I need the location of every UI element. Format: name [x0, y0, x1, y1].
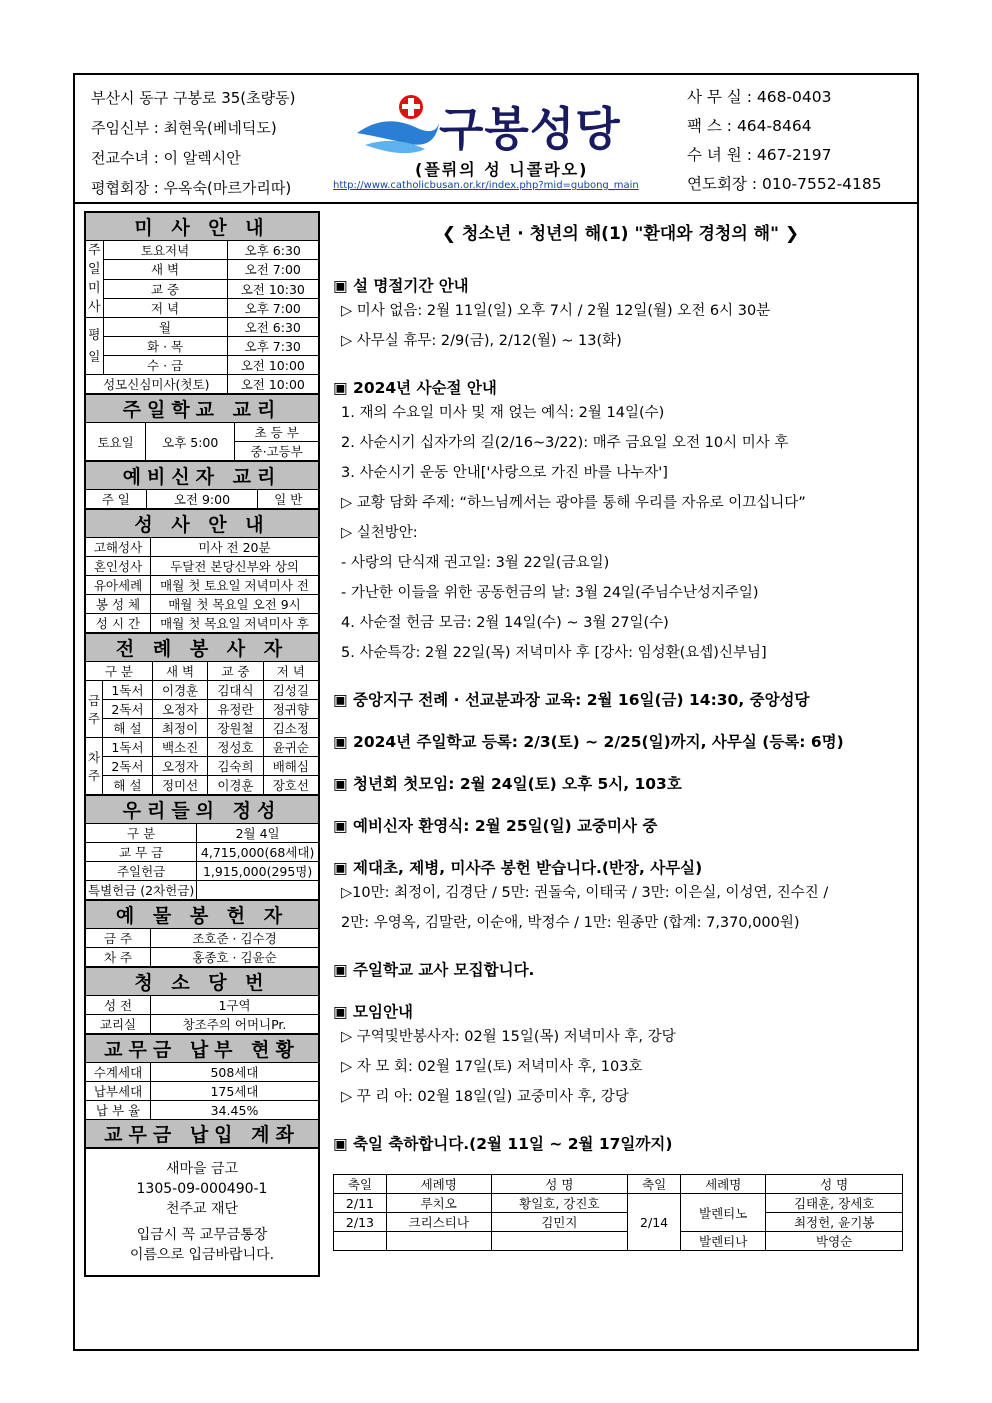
section-title: 주일학교 교리 [86, 395, 319, 423]
cell: 김대식 [208, 681, 263, 700]
notice-line: ▷ 꾸 리 아: 02월 18일(일) 교중미사 후, 강당 [341, 1089, 629, 1105]
servers-table [85, 633, 319, 795]
cell: 납 부 율 [86, 1101, 151, 1120]
cleaning-table [85, 967, 319, 1034]
cell: 2독서 [103, 757, 153, 776]
logo [333, 85, 675, 195]
cell: 금 주 [86, 929, 151, 948]
cell: 윤귀순 [263, 738, 318, 757]
cell: 일 반 [258, 490, 319, 509]
cell: 조호준 · 김수경 [151, 929, 319, 948]
cell: 루치오 [386, 1194, 491, 1213]
cell: 정귀향 [263, 700, 318, 719]
section-title: 성 사 안 내 [86, 510, 319, 538]
main-content [333, 215, 908, 1251]
mass-name: 토요저녁 [103, 241, 227, 260]
cell: 수계세대 [86, 1063, 151, 1082]
cell: 유아세례 [86, 576, 151, 595]
mass-name: 수 · 금 [103, 356, 227, 375]
cell: 축일 [628, 1175, 681, 1194]
offering-table [85, 795, 319, 900]
cell: 김태훈, 장세호 [766, 1194, 903, 1213]
cell: 김숙희 [208, 757, 263, 776]
website-link[interactable]: http://www.catholicbusan.or.kr/index.php?mid=gubong_main [333, 180, 639, 191]
notice-block [333, 376, 908, 668]
cell: 크리스티나 [386, 1213, 491, 1232]
cell: 주 일 [86, 490, 147, 509]
cell: 혼인성사 [86, 557, 151, 576]
cell: 175세대 [151, 1082, 319, 1101]
address: 부산시 동구 구봉로 35(초량동) [91, 89, 296, 107]
cell: 김성길 [263, 681, 318, 700]
cell: 매월 첫 목요일 저녁미사 후 [151, 614, 319, 633]
notice-line: ▷ 미사 없음: 2월 11일(일) 오후 7시 / 2월 12일(월) 오전 6시 30분 [341, 303, 771, 319]
notice-line: ▷ 구역및반봉사자: 02월 15일(목) 저녁미사 후, 강당 [341, 1029, 676, 1045]
cell [334, 1232, 387, 1251]
office-phone: 사 무 실 : 468-0403 [687, 88, 832, 106]
cell: 성 명 [491, 1175, 628, 1194]
cell: 구 분 [86, 824, 197, 843]
header-right [687, 83, 882, 199]
section-title: 청 소 당 번 [86, 968, 319, 996]
school-time: 오후 5:00 [146, 423, 235, 461]
notice-line: - 가난한 이들을 위한 공동헌금의 날: 3월 24일(주님수난성지주일) [341, 585, 759, 601]
section-title: 예비신자 교리 [86, 462, 319, 490]
sunday-label: 주일미사 [86, 241, 104, 318]
notice-block [333, 772, 908, 794]
feast-table [333, 1174, 903, 1251]
cell: 금주 [86, 681, 103, 738]
weekday-label: 평일 [86, 318, 104, 375]
mass-name: 성모신심미사(첫토) [86, 375, 228, 394]
section-title: 교무금 납입 계좌 [86, 1120, 319, 1148]
account-holder: 천주교 재단 [165, 1201, 239, 1217]
cell: 508세대 [151, 1063, 319, 1082]
mass-name: 저 녁 [103, 298, 227, 317]
notice-heading: ▣ 축일 축하합니다.(2월 11일 ~ 2월 17일까지) [333, 1135, 673, 1153]
cell: 홍종호 · 김윤순 [151, 948, 319, 967]
cell: 교 무 금 [86, 843, 197, 862]
mass-time: 오전 10:30 [227, 279, 318, 298]
header-left [91, 83, 296, 203]
cell: 김소정 [263, 719, 318, 738]
notice-heading: ▣ 주일학교 교사 모집합니다. [333, 961, 535, 979]
cell: 고해성사 [86, 538, 151, 557]
cell: 박영순 [766, 1232, 903, 1251]
cell: 납부세대 [86, 1082, 151, 1101]
notice-line: 1. 재의 수요일 미사 및 재 얹는 예식: 2월 14일(수) [341, 405, 665, 421]
mass-time: 오전 7:00 [227, 260, 318, 279]
notice-block [333, 1132, 908, 1154]
cell [197, 881, 319, 900]
cell: 매월 첫 목요일 오전 9시 [151, 595, 319, 614]
notice-line: 2. 사순시기 십자가의 길(2/16~3/22): 매주 금요일 오전 10시 미사 후 [341, 435, 789, 451]
school-group: 중·고등부 [235, 442, 319, 461]
cell: 유정란 [208, 700, 263, 719]
school-day: 토요일 [86, 423, 146, 461]
notice-block [333, 688, 908, 710]
dues-table [85, 1034, 319, 1148]
catechumen-table [85, 461, 319, 509]
section-title: 전 례 봉 사 자 [86, 634, 319, 662]
notice-block [333, 958, 908, 980]
cell: 새 벽 [152, 662, 207, 681]
cell: 이경훈 [152, 681, 207, 700]
sacrament-table [85, 509, 319, 633]
cell: 미사 전 20분 [151, 538, 319, 557]
cell: 최정헌, 윤기봉 [766, 1213, 903, 1232]
section-title: 예 물 봉 헌 자 [86, 901, 319, 929]
sister: 전교수녀 : 이 알렉시안 [91, 149, 241, 167]
header [75, 75, 917, 204]
cell: 두달전 본당신부와 상의 [151, 557, 319, 576]
cell: 성 시 간 [86, 614, 151, 633]
mass-time: 오전 6:30 [227, 318, 318, 337]
account-number: 1305-09-000490-1 [136, 1181, 268, 1197]
notice-line: ▷ 사무실 휴무: 2/9(금), 2/12(월) ~ 13(화) [341, 333, 622, 349]
cell: 해 설 [103, 776, 153, 795]
cell: 1,915,000(295명) [197, 862, 319, 881]
notice-heading: ▣ 중앙지구 전례 · 선교분과장 교육: 2월 16일(금) 14:30, 중앙성당 [333, 691, 810, 709]
cell: 1독서 [103, 738, 153, 757]
notice-heading: ▣ 제대초, 제병, 미사주 봉헌 받습니다.(반장, 사무실) [333, 859, 703, 877]
page-title: ❮ 청소년 · 청년의 해(1) "환대와 경청의 해" ❯ [441, 224, 800, 244]
notice-line: ▷10만: 최정이, 김경단 / 5만: 권돌숙, 이태국 / 3만: 이은실, 이성연, 진수진 / [341, 885, 829, 901]
mass-name: 새 벽 [103, 260, 227, 279]
notice-block [333, 274, 908, 356]
chairman-phone: 연도회장 : 010-7552-4185 [687, 175, 882, 193]
cell: 1독서 [103, 681, 153, 700]
cell: 세례명 [681, 1175, 766, 1194]
notice-line: ▷ 교황 담화 주제: “하느님께서는 광야를 통해 우리를 자유로 이끄십니다” [341, 495, 806, 511]
cell: 4,715,000(68세대) [197, 843, 319, 862]
mass-time: 오후 6:30 [227, 241, 318, 260]
cell: 2월 4일 [197, 824, 319, 843]
cell: 교리실 [86, 1015, 151, 1034]
mass-name: 화 · 목 [103, 337, 227, 356]
cell: 구 분 [86, 662, 153, 681]
notice-line: ▷ 자 모 회: 02월 17일(토) 저녁미사 후, 103호 [341, 1059, 643, 1075]
mass-title: 미 사 안 내 [86, 213, 319, 241]
mass-name: 월 [103, 318, 227, 337]
cell: 오정자 [152, 757, 207, 776]
cell: 정미선 [152, 776, 207, 795]
cell: 축일 [334, 1175, 387, 1194]
cell: 장원철 [208, 719, 263, 738]
cell: 최정이 [152, 719, 207, 738]
cell: 1구역 [151, 996, 319, 1015]
account-info [85, 1148, 319, 1276]
notice-list [333, 274, 908, 1154]
notice-line: 2만: 우영옥, 김말란, 이순애, 박정수 / 1만: 원종만 (합계: 7,370,000원) [341, 915, 800, 931]
notice-line: 3. 사순시기 운동 안내['사랑으로 가진 바를 나누자'] [341, 465, 668, 481]
sunday-school-table [85, 394, 319, 461]
mass-time: 오후 7:00 [227, 298, 318, 317]
notice-line: 4. 사순절 헌금 모금: 2월 14일(수) ~ 3월 27일(수) [341, 615, 669, 631]
mass-name: 교 중 [103, 279, 227, 298]
cell: 해 설 [103, 719, 153, 738]
cell: 김민지 [491, 1213, 628, 1232]
section-title: 우리들의 정성 [86, 796, 319, 824]
notice-heading: ▣ 설 명절기간 안내 [333, 277, 469, 295]
notice-block [333, 1000, 908, 1112]
cell: 정성호 [208, 738, 263, 757]
cell: 특별헌금 (2차헌금) [86, 881, 197, 900]
donors-table [85, 900, 319, 967]
cell: 오정자 [152, 700, 207, 719]
cell: 34.45% [151, 1101, 319, 1120]
cell: 배해심 [263, 757, 318, 776]
cell: 이경훈 [208, 776, 263, 795]
cell: 창조주의 어머니Pr. [151, 1015, 319, 1034]
cell: 저 녁 [263, 662, 318, 681]
cell: 주일헌금 [86, 862, 197, 881]
sidebar [84, 211, 320, 1277]
cell: 차 주 [86, 948, 151, 967]
notice-line: ▷ 실천방안: [341, 525, 418, 541]
notice-heading: ▣ 예비신자 환영식: 2월 25일(일) 교중미사 중 [333, 817, 658, 835]
notice-line: 5. 사순특강: 2월 22일(목) 저녁미사 후 [강사: 임성환(요셉)신부님] [341, 645, 767, 661]
notice-heading: ▣ 모임안내 [333, 1003, 413, 1021]
account-note: 입금시 꼭 교무금통장 [136, 1227, 268, 1243]
cell: 황일호, 강진호 [491, 1194, 628, 1213]
convent-phone: 수 녀 원 : 467-2197 [687, 146, 832, 164]
notice-block [333, 856, 908, 938]
cell: 세례명 [386, 1175, 491, 1194]
cell: 발렌티나 [681, 1232, 766, 1251]
cell: 장호선 [263, 776, 318, 795]
bank-name: 새마을 금고 [165, 1161, 239, 1177]
council-president: 평협회장 : 우옥숙(마르가리따) [91, 179, 292, 197]
church-subtitle: (플뤼의 성 니콜라오) [415, 160, 589, 179]
mass-time: 오전 10:00 [227, 356, 318, 375]
cell [491, 1232, 628, 1251]
cell: 성 명 [766, 1175, 903, 1194]
fax: 팩 스 : 464-8464 [687, 117, 812, 135]
cell: 매월 첫 토요일 저녁미사 전 [151, 576, 319, 595]
wave-cross-icon [355, 93, 445, 163]
mass-table [85, 212, 319, 394]
school-group: 초 등 부 [235, 423, 319, 442]
section-title: 교무금 납부 현황 [86, 1035, 319, 1063]
notice-heading: ▣ 2024년 주일학교 등록: 2/3(토) ~ 2/25(일)까지, 사무실 (등록: 6명) [333, 733, 844, 751]
account-note: 이름으로 입금바랍니다. [129, 1247, 275, 1263]
cell: 2/14 [628, 1194, 681, 1251]
notice-heading: ▣ 청년회 첫모임: 2월 24일(토) 오후 5시, 103호 [333, 775, 682, 793]
mass-time: 오후 7:30 [227, 337, 318, 356]
cell: 교 중 [208, 662, 263, 681]
church-name: 구봉성당 [439, 102, 621, 156]
notice-heading: ▣ 2024년 사순절 안내 [333, 379, 497, 397]
cell [386, 1232, 491, 1251]
notice-block [333, 730, 908, 752]
page-frame [73, 73, 919, 1351]
cell: 2독서 [103, 700, 153, 719]
cell: 성 전 [86, 996, 151, 1015]
cell: 봉 성 체 [86, 595, 151, 614]
cell: 2/11 [334, 1194, 387, 1213]
cell: 차주 [86, 738, 103, 795]
mass-time: 오전 10:00 [227, 375, 318, 394]
pastor: 주임신부 : 최현욱(베네딕도) [91, 119, 277, 137]
notice-block [333, 814, 908, 836]
cell: 발렌티노 [681, 1194, 766, 1232]
cell: 백소진 [152, 738, 207, 757]
notice-line: - 사랑의 단식재 권고일: 3월 22일(금요일) [341, 555, 610, 571]
cell: 오전 9:00 [146, 490, 258, 509]
cell: 2/13 [334, 1213, 387, 1232]
